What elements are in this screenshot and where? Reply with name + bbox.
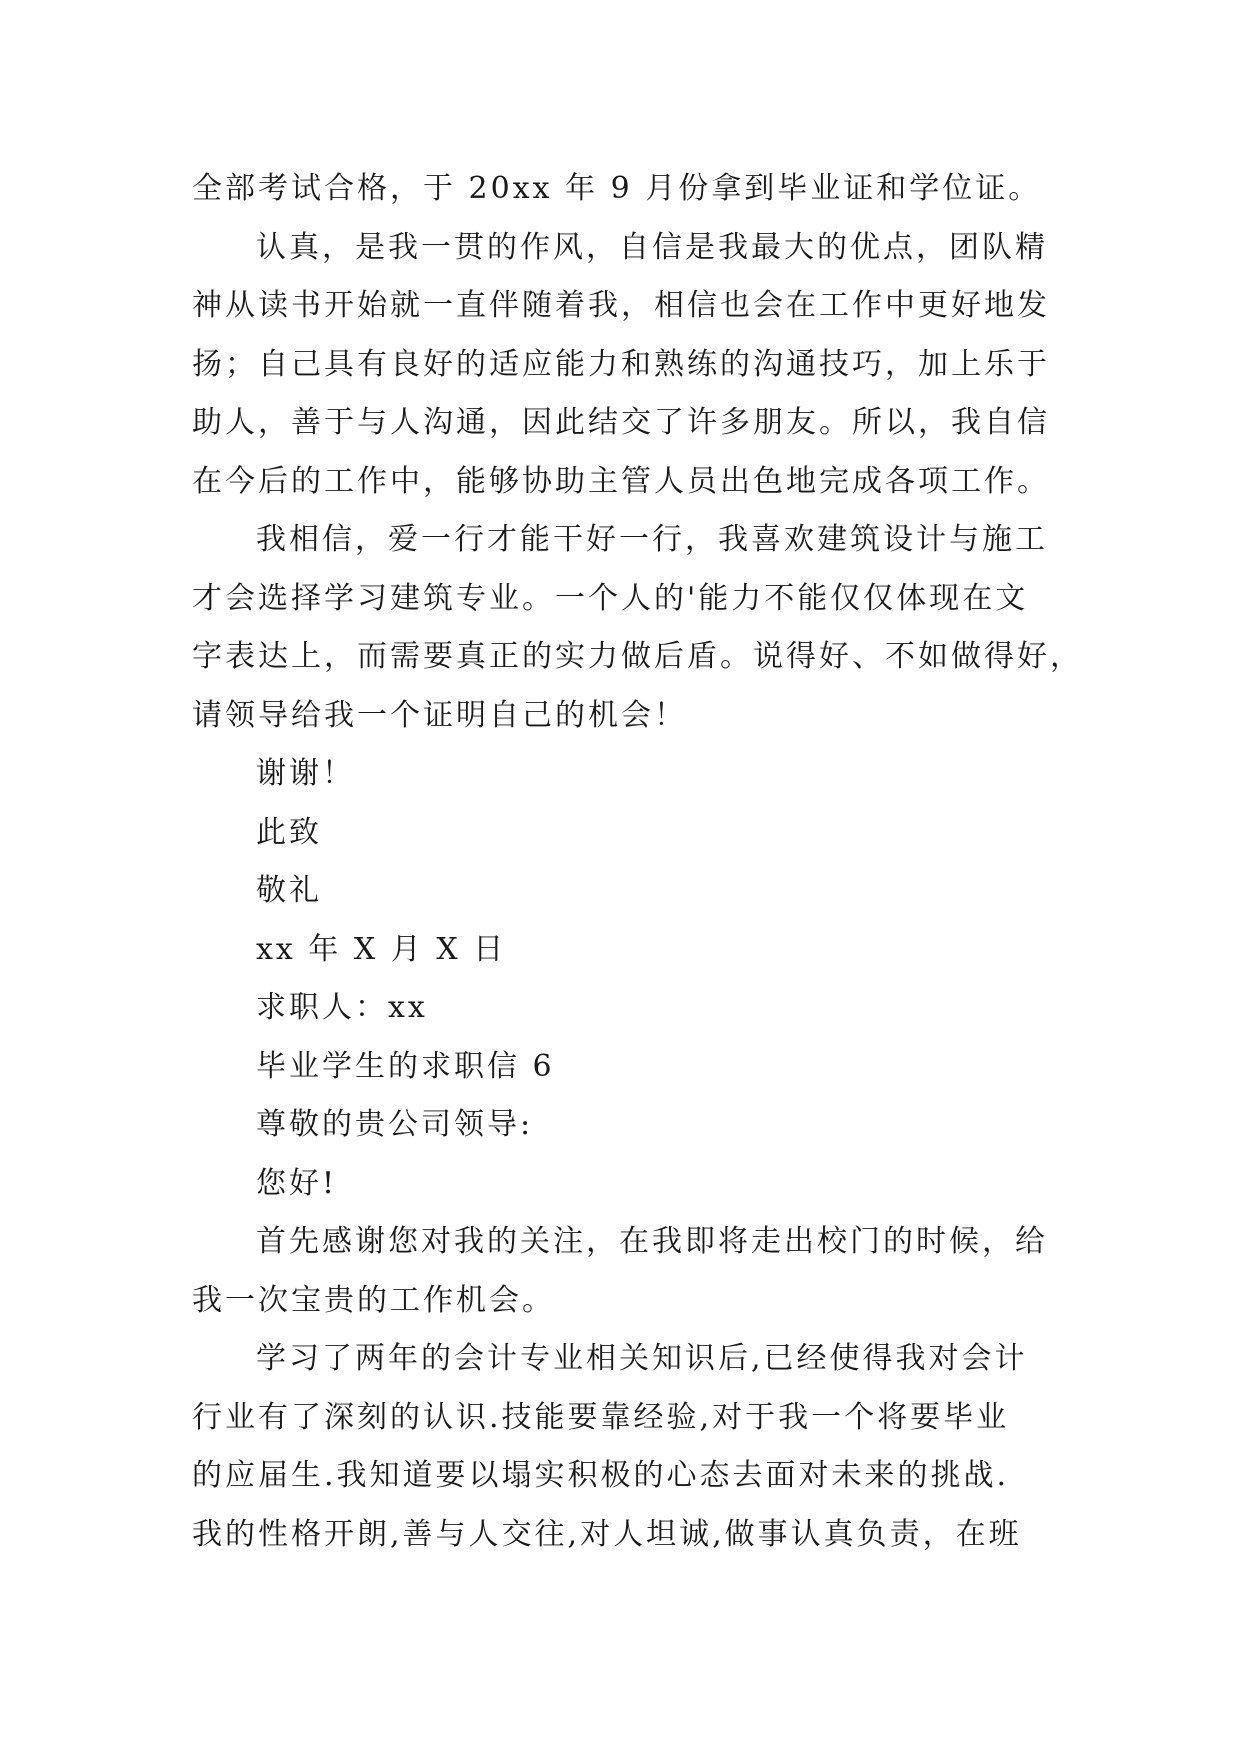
document-body <box>192 160 1083 1564</box>
letter-date: xx 年 X 月 X 日 <box>256 931 507 967</box>
text-line: 认真，是我一贯的作风，自信是我最大的优点，团队精 <box>256 229 1048 265</box>
text-line: 的应届生.我知道要以塌实积极的心态去面对未来的挑战. <box>192 1458 1010 1493</box>
text-line: 我相信，爱一行才能干好一行，我喜欢建筑设计与施工 <box>256 522 1048 557</box>
text-line: 在今后的工作中，能够协助主管人员出色地完成各项工作。 <box>192 463 1050 499</box>
section-heading: 毕业学生的求职信 6 <box>256 1048 555 1084</box>
text-line: 学习了两年的会计专业相关知识后,已经使得我对会计 <box>256 1341 1028 1376</box>
text-line: 全部考试合格，于 20xx 年 9 月份拿到毕业证和学位证。 <box>192 171 1042 206</box>
closing-salutation: 此致 <box>256 814 322 850</box>
text-line: 扬；自己具有良好的适应能力和熟练的沟通技巧，加上乐于 <box>192 346 1050 382</box>
text-line: 我的性格开朗,善与人交往,对人坦诚,做事认真负责，在班 <box>192 1516 1022 1552</box>
text-line: 助人，善于与人沟通，因此结交了许多朋友。所以，我自信 <box>192 405 1050 440</box>
closing-thanks: 谢谢！ <box>256 756 355 791</box>
applicant-signature: 求职人：xx <box>256 990 428 1025</box>
text-line: 我一次宝贵的工作机会。 <box>192 1282 555 1318</box>
closing-regards: 敬礼 <box>256 873 322 908</box>
text-line: 行业有了深刻的认识.技能要靠经验,对于我一个将要毕业 <box>192 1399 1010 1435</box>
text-line: 字表达上，而需要真正的实力做后盾。说得好、不如做得好， <box>192 639 1083 674</box>
letter-greeting: 尊敬的贵公司领导: <box>256 1107 534 1142</box>
text-line: 请领导给我一个证明自己的机会！ <box>192 697 687 733</box>
text-line: 才会选择学习建筑专业。一个人的'能力不能仅仅体现在文 <box>192 580 1029 616</box>
text-line: 神从读书开始就一直伴随着我，相信也会在工作中更好地发 <box>192 288 1050 323</box>
text-line: 首先感谢您对我的关注，在我即将走出校门的时候，给 <box>256 1224 1048 1259</box>
letter-hello: 您好! <box>256 1165 338 1201</box>
